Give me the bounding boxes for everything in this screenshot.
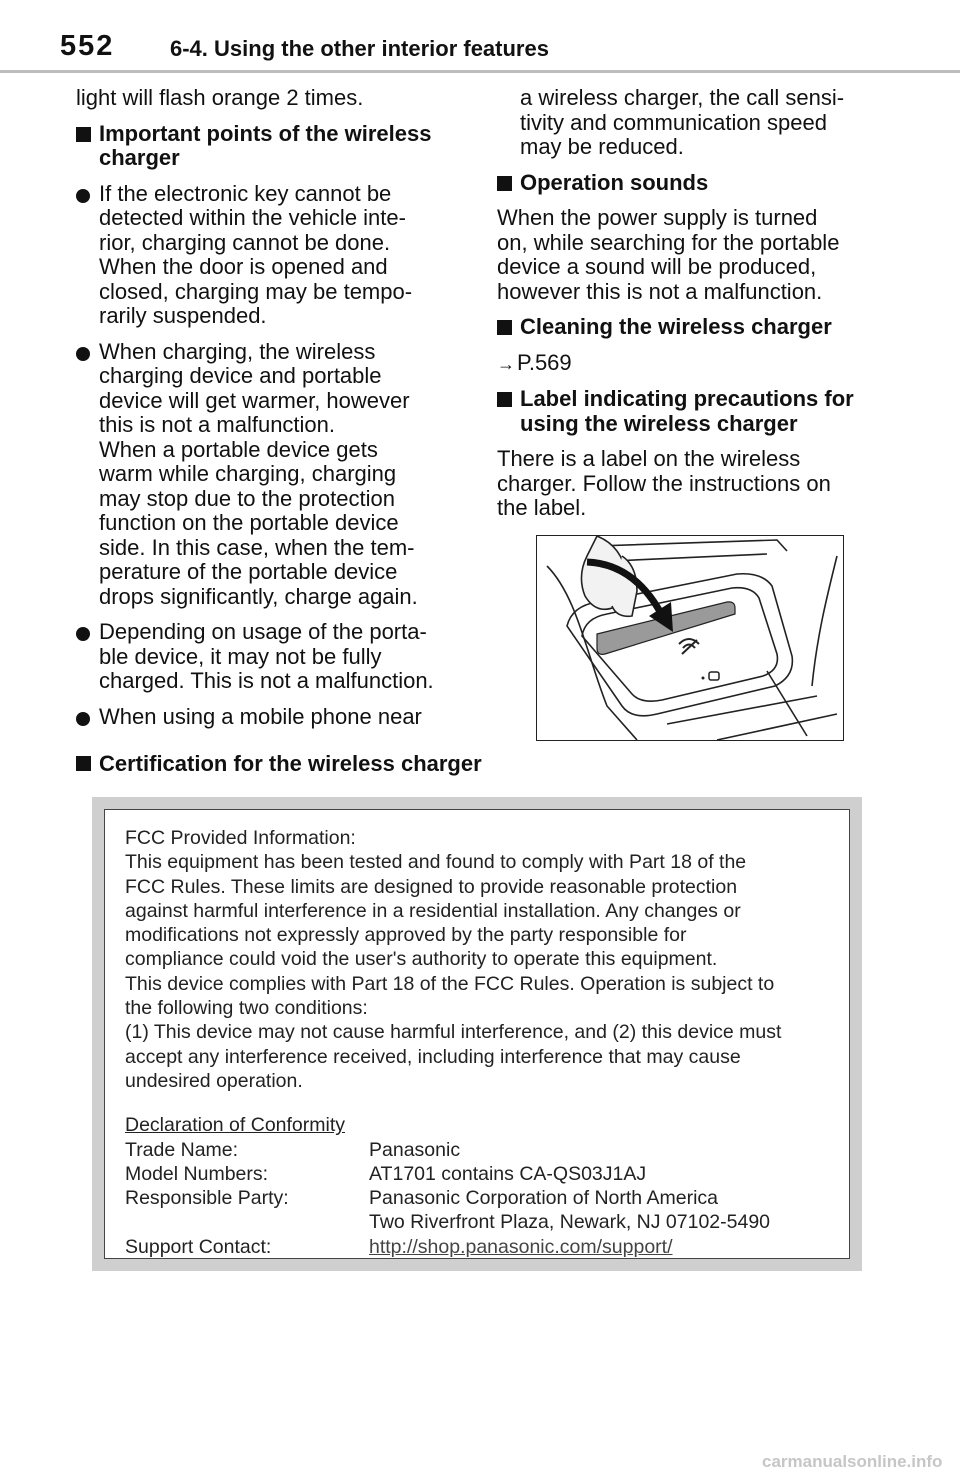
square-bullet-icon <box>497 392 512 407</box>
square-bullet-icon <box>76 127 91 142</box>
heading-label-precautions: Label indicating precautions for using the wireless charger <box>497 387 897 436</box>
support-row: Support Contact: http://shop.panasonic.com/support/ <box>125 1235 673 1258</box>
heading-important-points: Important points of the wireless charger <box>76 122 476 171</box>
model-row: Model Numbers: AT1701 contains CA-QS03J1AJ <box>125 1162 647 1185</box>
bullet-partial-charge: Depending on usage of the porta- ble device, it may not be fully charged. This is not a malfunction. <box>76 620 476 694</box>
square-bullet-icon <box>497 320 512 335</box>
address-row: Two Riverfront Plaza, Newark, NJ 07102-5490 <box>369 1211 771 1234</box>
operation-sounds-text: When the power supply is turned on, while searching for the portable device a sound will be produced, however this is not a malfunction. <box>497 205 840 304</box>
trade-name-row: Trade Name: Panasonic <box>125 1138 461 1161</box>
page-header <box>0 0 960 80</box>
bullet-charging-warmth: When charging, the wireless charging device and portable device will get warmer, however this is not a malfunction. When a portable device gets warm while charging, charging may stop due to the protection function on the portable device side. In this case, when the tem- perature of the portable device drops significantly, charge again. <box>76 340 476 610</box>
continuation-text: light will flash orange 2 times. <box>76 85 364 110</box>
bullet-electronic-key: If the electronic key cannot be detected within the vehicle inte- rior, charging cannot be done. When the door is opened and closed, charging may be tempo- rarily suspended. <box>76 182 476 329</box>
right-column <box>497 86 897 521</box>
circle-bullet-icon <box>76 189 90 203</box>
page-number: 552 <box>60 30 115 62</box>
watermark: carmanualsonline.info <box>762 1452 943 1471</box>
circle-bullet-icon <box>76 627 90 641</box>
square-bullet-icon <box>76 756 91 771</box>
heading-cleaning: Cleaning the wireless charger <box>497 315 897 340</box>
arrow-right-icon: → <box>497 353 515 374</box>
header-divider <box>0 70 960 73</box>
circle-bullet-icon <box>76 347 90 361</box>
heading-certification: Certification for the wireless charger <box>76 751 482 777</box>
bullet-mobile-phone-continued: a wireless charger, the call sensi- tivity and communication speed may be reduced. <box>520 85 845 159</box>
left-column <box>76 86 476 729</box>
responsible-party-row: Responsible Party: Panasonic Corporation of North America <box>125 1187 719 1210</box>
fcc-text: FCC Provided Information: This equipment has been tested and found to comply with Part 18 of the FCC Rules. These limits are designed to provide reasonable protection against harmful interference in a residential installation. Any changes or modifications not expressly approved by the party responsible for compliance could void the user's authority to operate this equipment. This device complies with Part 18 of the FCC Rules. Operation is subject to the following two conditions: (1) This device may not cause harmful interference, and (2) this device must accept any interference received, including interference that may cause undesired operation. Declaration of Conformity Trade Name: Panasonic Model Numbers: AT1701 contains CA-QS03J1AJ Responsible Party: Panasonic Corporation of North America Two Riverfront Plaza, Newark, NJ 07102-5490 Support Contact: http://shop.panasonic.com/support/ <box>125 827 782 1258</box>
wireless-charger-illustration <box>536 535 844 741</box>
wireless-charging-icon <box>679 639 699 654</box>
section-title: 6-4. Using the other interior features <box>170 36 549 61</box>
certification-label <box>92 797 862 1271</box>
certification-box <box>104 809 850 1259</box>
bullet-mobile-phone: When using a mobile phone near <box>76 705 476 730</box>
declaration-title: Declaration of Conformity <box>125 1114 346 1137</box>
support-link[interactable]: http://shop.panasonic.com/support/ <box>369 1235 673 1258</box>
page-reference[interactable]: →P.569 <box>497 349 572 375</box>
circle-bullet-icon <box>76 712 90 726</box>
heading-operation-sounds: Operation sounds <box>497 171 897 196</box>
square-bullet-icon <box>497 176 512 191</box>
charger-drawing <box>537 536 843 740</box>
label-text: There is a label on the wireless charger. Follow the instructions on the label. <box>497 446 831 520</box>
